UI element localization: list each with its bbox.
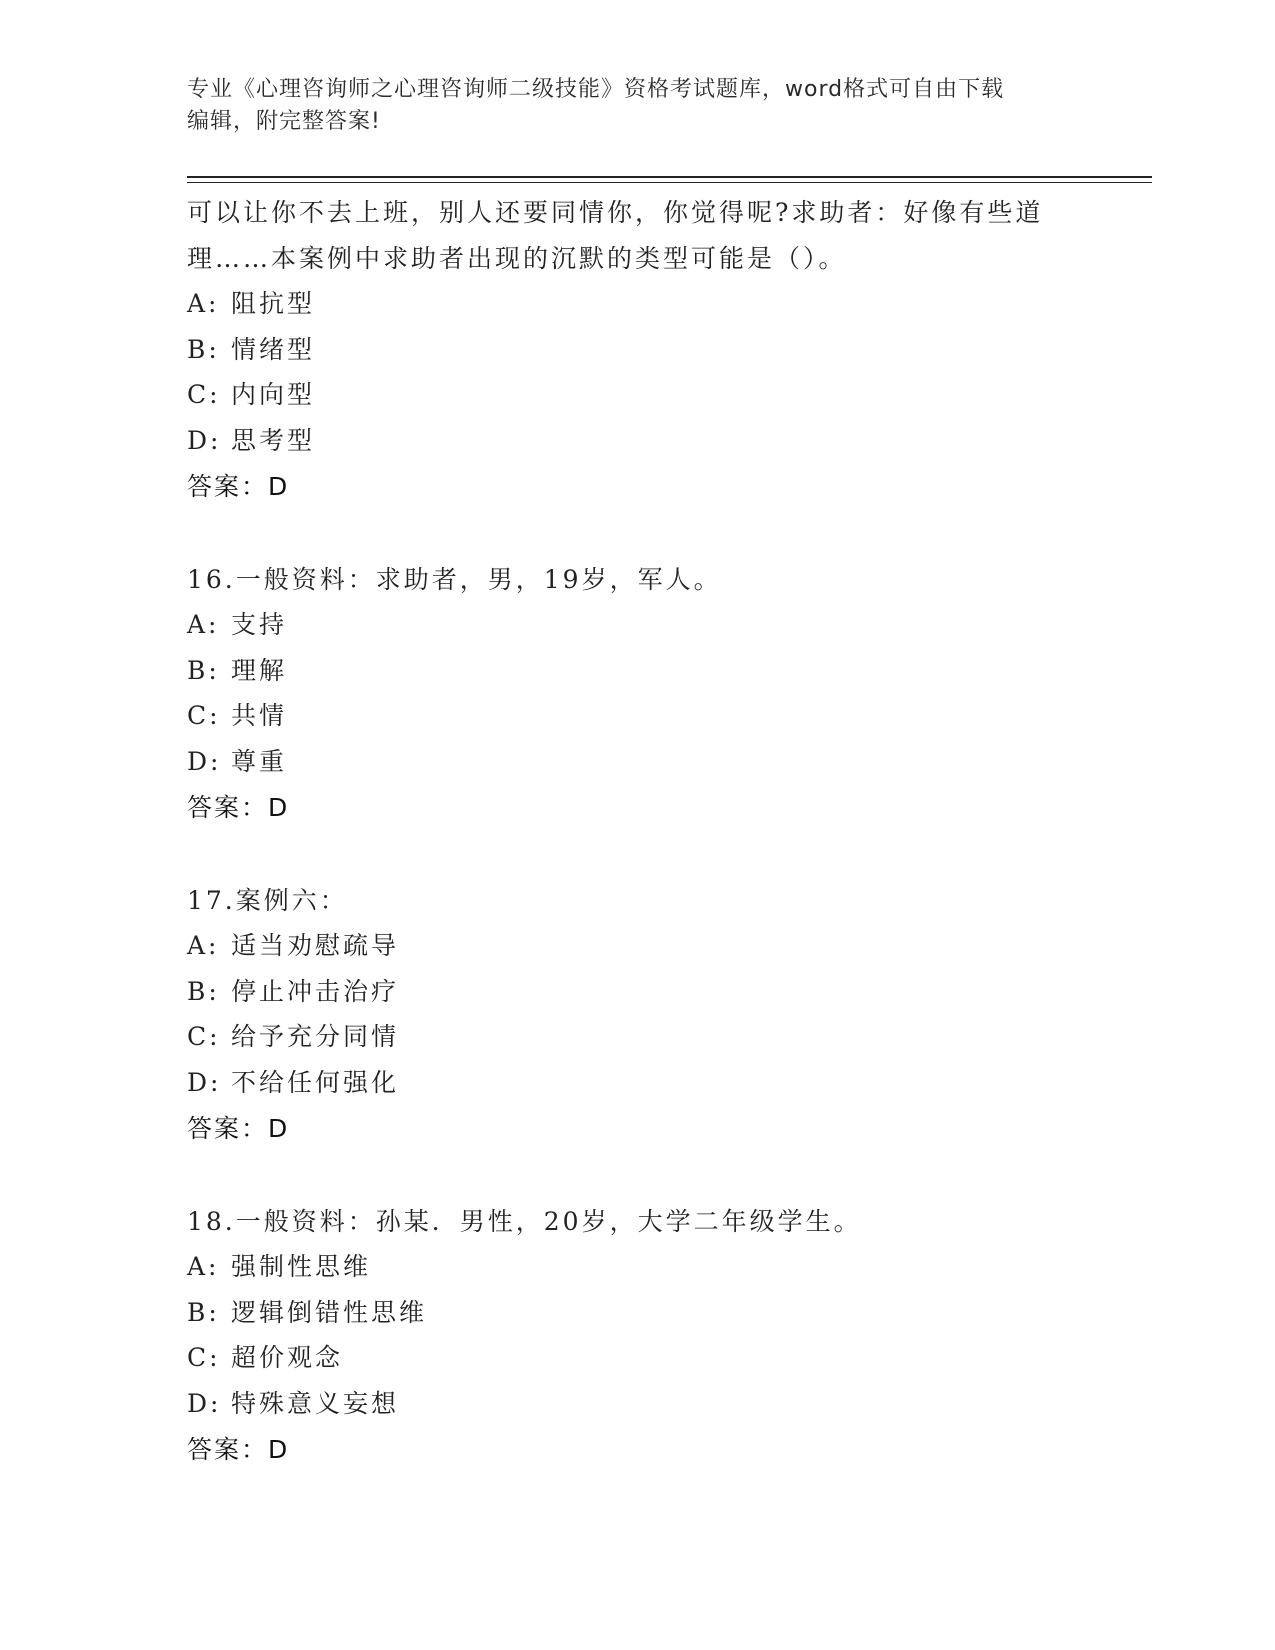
answer-line: 答案：D	[187, 1435, 290, 1464]
option-a	[187, 281, 1127, 327]
option-key: D:	[187, 746, 222, 776]
question-title: 18.一般资料：孙某．男性，20岁，大学二年级学生。	[187, 1207, 862, 1236]
option-c	[187, 1335, 1127, 1381]
option-text: 尊重	[231, 746, 288, 776]
option-text: 理解	[231, 655, 288, 685]
option-d	[187, 418, 1127, 464]
answer-line: 答案：D	[187, 1114, 290, 1143]
option-text: 停止冲击治疗	[231, 976, 400, 1006]
option-key: C:	[187, 1343, 221, 1372]
answer-line: 答案：D	[187, 472, 290, 501]
option-c	[187, 372, 1127, 418]
option-a	[187, 602, 1127, 648]
option-key: D:	[187, 425, 222, 455]
option-b	[187, 969, 1127, 1015]
option-text: 给予充分同情	[231, 1022, 400, 1051]
option-key: A:	[187, 931, 220, 960]
question-16	[187, 558, 1127, 831]
option-key: D:	[187, 1067, 222, 1097]
option-key: C:	[187, 701, 221, 730]
option-b	[187, 327, 1127, 373]
question-title: 16.一般资料：求助者，男，19岁，军人。	[187, 565, 722, 594]
question-15-continuation	[187, 190, 1127, 510]
header-divider-thick	[187, 176, 1152, 178]
option-text: 情绪型	[231, 334, 316, 364]
option-d	[187, 1381, 1127, 1427]
question-text-line: 可以让你不去上班，别人还要同情你，你觉得呢?求助者：好像有些道	[187, 198, 1044, 227]
option-text: 阻抗型	[231, 289, 316, 318]
option-a	[187, 923, 1127, 969]
question-17	[187, 879, 1127, 1152]
option-c	[187, 693, 1127, 739]
question-list	[187, 190, 1127, 1473]
option-key: A:	[187, 1252, 220, 1281]
option-key: C:	[187, 1022, 221, 1051]
option-text: 思考型	[231, 425, 316, 455]
option-text: 内向型	[231, 380, 316, 409]
option-text: 不给任何强化	[231, 1067, 400, 1097]
answer-line: 答案：D	[187, 793, 290, 822]
option-text: 特殊意义妄想	[231, 1388, 400, 1418]
header-divider-thin	[187, 182, 1152, 183]
option-key: B:	[187, 655, 220, 685]
option-b	[187, 648, 1127, 694]
option-key: A:	[187, 289, 220, 318]
header-line-2: 编辑，附完整答案!	[187, 109, 381, 134]
option-key: B:	[187, 334, 220, 364]
document-header	[187, 74, 1067, 138]
option-b	[187, 1290, 1127, 1336]
header-line-1: 专业《心理咨询师之心理咨询师二级技能》资格考试题库，word格式可自由下载	[187, 77, 1005, 102]
question-text-line: 理……本案例中求助者出现的沉默的类型可能是（）。	[187, 243, 847, 273]
option-text: 适当劝慰疏导	[231, 931, 400, 960]
option-d	[187, 1060, 1127, 1106]
question-18	[187, 1200, 1127, 1473]
option-a	[187, 1244, 1127, 1290]
option-d	[187, 739, 1127, 785]
option-text: 逻辑倒错性思维	[231, 1297, 428, 1327]
option-text: 强制性思维	[231, 1252, 372, 1281]
option-key: C:	[187, 380, 221, 409]
question-title: 17.案例六：	[187, 886, 348, 915]
option-text: 超价观念	[231, 1343, 344, 1372]
option-key: A:	[187, 610, 220, 639]
option-key: D:	[187, 1388, 222, 1418]
option-key: B:	[187, 976, 220, 1006]
option-key: B:	[187, 1297, 220, 1327]
option-text: 支持	[231, 610, 288, 639]
option-text: 共情	[231, 701, 288, 730]
option-c	[187, 1014, 1127, 1060]
